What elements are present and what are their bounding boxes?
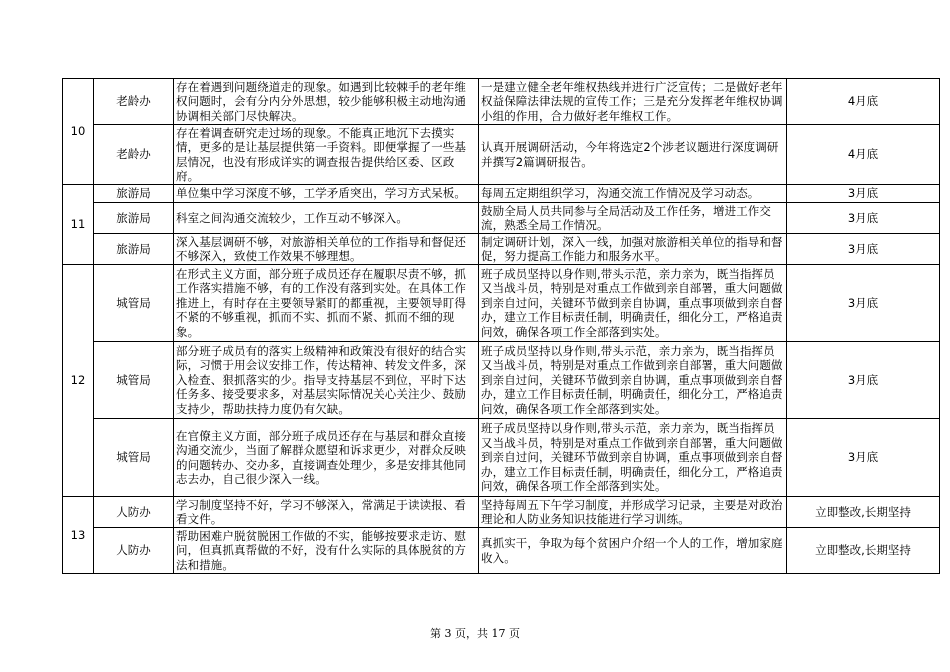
deadline-cell: 3月底 [787, 342, 940, 419]
measure-cell: 班子成员坚持以身作则,带头示范，亲力亲为，既当指挥员又当战斗员，特别是对重点工作做到亲自部署，重大问题做到亲自过问，关键环节做到亲自协调，重点事项做到亲自督办，建立工作目标责任制，明确责任，细化分工，严格追责问效，确保各项工作全部落到实处。 [479, 342, 787, 419]
unit-cell: 旅游局 [94, 203, 174, 234]
deadline-cell: 3月底 [787, 419, 940, 497]
measure-cell: 坚持每周五下午学习制度，并形成学习记录，主要是对政治理论和人防业务知识技能进行学习训练。 [479, 497, 787, 528]
unit-cell: 旅游局 [94, 185, 174, 203]
problem-cell: 在官僚主义方面，部分班子成员还存在与基层和群众直接沟通交流少，当面了解群众愿望和诉求更少，对群众反映的问题转办、交办多，直接调查处理少，多是安排其他同志去办，自己很少深入一线。 [174, 419, 479, 497]
measure-cell: 每周五定期组织学习，沟通交流工作情况及学习动态。 [479, 185, 787, 203]
measure-cell: 班子成员坚持以身作则,带头示范，亲力亲为，既当指挥员又当战斗员，特别是对重点工作做到亲自部署，重大问题做到亲自过问，关键环节做到亲自协调，重点事项做到亲自督办，建立工作目标责任制，明确责任，细化分工，严格追责问效，确保各项工作全部落到实处。 [479, 265, 787, 342]
unit-cell: 人防办 [94, 497, 174, 528]
deadline-cell: 3月底 [787, 265, 940, 342]
table-row [63, 419, 940, 497]
problem-cell: 科室之间沟通交流较少，工作互动不够深入。 [174, 203, 479, 234]
unit-cell: 老龄办 [94, 79, 174, 125]
page-footer: 第 3 页，共 17 页 [430, 627, 520, 640]
measure-cell: 制定调研计划，深入一线，加强对旅游相关单位的指导和督促，努力提高工作能力和服务水平。 [479, 234, 787, 265]
deadline-cell: 立即整改,长期坚持 [787, 497, 940, 528]
table-row [63, 234, 940, 265]
table-row [63, 342, 940, 419]
unit-cell: 旅游局 [94, 234, 174, 265]
problem-cell: 单位集中学习深度不够，工学矛盾突出，学习方式呆板。 [174, 185, 479, 203]
group-number: 13 [63, 497, 94, 574]
table-row [63, 203, 940, 234]
problem-cell: 部分班子成员有的落实上级精神和政策没有很好的结合实际，习惯于用会议安排工作，传达精神、转发文件多，深入检查、狠抓落实的少。指导支持基层不到位，平时下达任务多、接受要求多，对基层实际情况关心关注少、鼓励支持少，帮助扶持力度仍有欠缺。 [174, 342, 479, 419]
deadline-cell: 立即整改,长期坚持 [787, 528, 940, 574]
table-row [63, 125, 940, 185]
unit-cell: 城管局 [94, 419, 174, 497]
measure-cell: 认真开展调研活动，今年将选定2个涉老议题进行深度调研并撰写2篇调研报告。 [479, 125, 787, 185]
measure-cell: 鼓励全局人员共同参与全局活动及工作任务，增进工作交流，熟悉全局工作情况。 [479, 203, 787, 234]
problem-cell: 学习制度坚持不好，学习不够深入，常满足于读读报、看看文件。 [174, 497, 479, 528]
deadline-cell: 4月底 [787, 79, 940, 125]
problem-cell: 帮助困难户脱贫脱困工作做的不实，能够按要求走访、慰问，但真抓真帮做的不好，没有什么实际的具体脱贫的方法和措施。 [174, 528, 479, 574]
unit-cell: 老龄办 [94, 125, 174, 185]
problem-cell: 存在着遇到问题绕道走的现象。如遇到比较棘手的老年维权问题时，会有分内分外思想，较少能够积极主动地沟通协调相关部门尽快解决。 [174, 79, 479, 125]
measure-cell: 班子成员坚持以身作则,带头示范，亲力亲为，既当指挥员又当战斗员，特别是对重点工作做到亲自部署，重大问题做到亲自过问，关键环节做到亲自协调，重点事项做到亲自督办，建立工作目标责任制，明确责任，细化分工，严格追责问效，确保各项工作全部落到实处。 [479, 419, 787, 497]
unit-cell: 城管局 [94, 265, 174, 342]
measure-cell: 一是建立健全老年维权热线并进行广泛宣传；二是做好老年权益保障法律法规的宣传工作；三是充分发挥老年维权协调小组的作用，合力做好老年维权工作。 [479, 79, 787, 125]
unit-cell: 城管局 [94, 342, 174, 419]
problem-cell: 在形式主义方面，部分班子成员还存在履职尽责不够，抓工作落实措施不够，有的工作没有落到实处。在具体工作推进上，有时存在主要领导紧盯的都重视，主要领导盯得不紧的不够重视，抓而不实、抓而不紧、抓而不细的现象。 [174, 265, 479, 342]
unit-cell: 人防办 [94, 528, 174, 574]
table-row [63, 265, 940, 342]
table-row [63, 185, 940, 203]
group-number: 12 [63, 265, 94, 497]
rectification-table [62, 78, 940, 574]
group-number: 10 [63, 79, 94, 185]
deadline-cell: 3月底 [787, 234, 940, 265]
deadline-cell: 3月底 [787, 203, 940, 234]
table-row [63, 497, 940, 528]
problem-cell: 深入基层调研不够，对旅游相关单位的工作指导和督促还不够深入，致使工作效果不够理想。 [174, 234, 479, 265]
deadline-cell: 3月底 [787, 185, 940, 203]
problem-cell: 存在着调查研究走过场的现象。不能真正地沉下去摸实情，更多的是让基层提供第一手资料。即便掌握了一些基层情况，也没有形成详实的调查报告提供给区委、区政府。 [174, 125, 479, 185]
deadline-cell: 4月底 [787, 125, 940, 185]
table-row [63, 528, 940, 574]
measure-cell: 真抓实干，争取为每个贫困户介绍一个人的工作，增加家庭收入。 [479, 528, 787, 574]
table-row [63, 79, 940, 125]
group-number: 11 [63, 185, 94, 265]
